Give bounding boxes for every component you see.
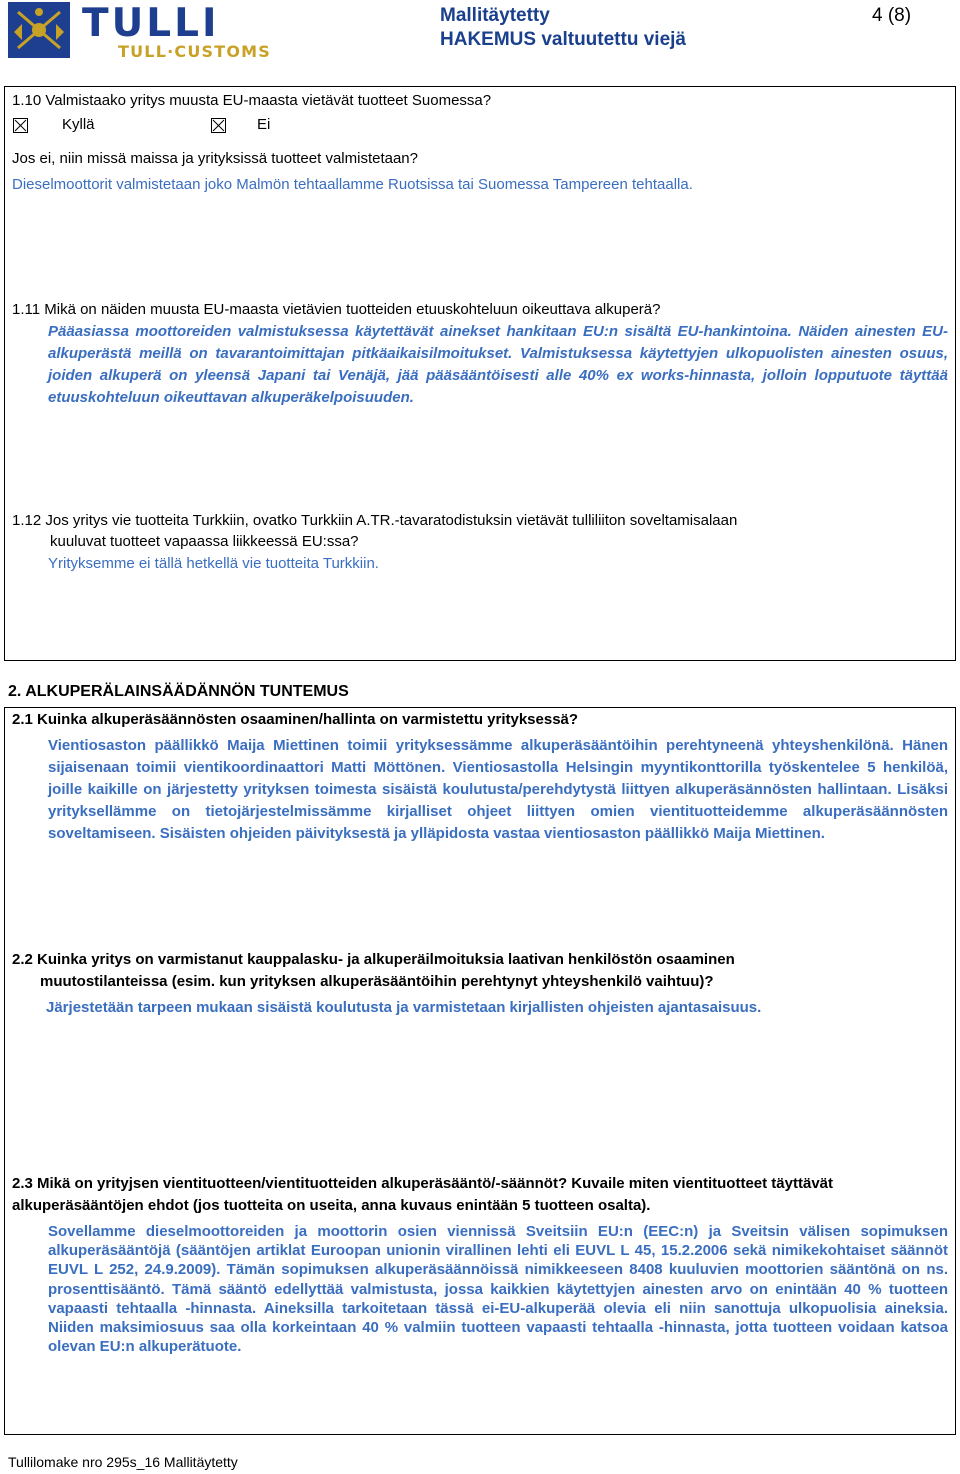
tulli-logo bbox=[8, 1, 298, 61]
q22-question-line1: 2.2 Kuinka yritys on varmistanut kauppalasku- ja alkuperäilmoituksia laativan henkilöstön osaaminen bbox=[12, 951, 735, 968]
q111-answer: Pääasiassa moottoreiden valmistuksessa käytettävät ainekset hankitaan EU:n sisältä EU-hankintoina. Näiden ainesten EU-alkuperästä meillä on tavarantoimittajan pitkäaikaisilmoitukset. Valmistuksessa käytettyjen ulkopuolisten ainesten osuus, joiden alkuperä on yleensä Japani tai Venäjä, jää pääsääntöisesti alle 40% ex works-hinnasta, jolloin lopputuote täyttää etuuskohteluun oikeuttavan alkuperäkelpoisuuden. bbox=[48, 323, 948, 406]
checkbox-yes-label: Kyllä bbox=[62, 116, 95, 133]
q112-question-line1: 1.12 Jos yritys vie tuotteita Turkkiin, ovatko Turkkiin A.TR.-tavaratodistuksin vietävät tulliliiton soveltamisalaan bbox=[12, 512, 738, 529]
customs-emblem-icon bbox=[8, 2, 70, 58]
footer-form-number: Tullilomake nro 295s_16 Mallitäytetty bbox=[8, 1454, 238, 1470]
q21-question: 2.1 Kuinka alkuperäsäännösten osaaminen/hallinta on varmistettu yrityksessä? bbox=[12, 711, 579, 728]
checkbox-no-label: Ei bbox=[257, 116, 271, 133]
checkbox-yes-icon[interactable] bbox=[13, 118, 28, 133]
page-number: 4 (8) bbox=[872, 5, 912, 26]
q23-question: 2.3 Mikä on yrityjsen vientituotteen/vientituotteiden alkuperäsääntö/-säännöt? Kuvaile miten vientituotteet täyttävät alkuperäsääntöjen ehdot (jos tuotteita on useita, anna kuvaus enintään 5 tuotteen osalta). bbox=[12, 1175, 834, 1214]
logo-wordmark: TULLI bbox=[82, 1, 220, 46]
q110-answer: Dieselmoottorit valmistetaan joko Malmön tehtaallamme Ruotsissa tai Suomessa Tampereen tehtaalla. bbox=[12, 176, 693, 193]
section-2-title: 2. ALKUPERÄLAINSÄÄDÄNNÖN TUNTEMUS bbox=[8, 683, 349, 700]
q112-answer: Yrityksemme ei tällä hetkellä vie tuotteita Turkkiin. bbox=[48, 555, 379, 572]
document-subtitle: HAKEMUS valtuutettu viejä bbox=[440, 29, 686, 50]
checkbox-no-icon[interactable] bbox=[211, 118, 226, 133]
q111-question: 1.11 Mikä on näiden muusta EU-maasta vietävien tuotteiden etuuskohteluun oikeuttava alkuperä? bbox=[12, 301, 661, 318]
logo-subtitle: TULL·CUSTOMS bbox=[118, 42, 271, 61]
q21-answer: Vientiosaston päällikkö Maija Miettinen toimii yrityksessämme alkuperäsääntöihin perehtyneenä yhteyshenkilönä. Hänen sijaisenaan toimii vientikoordinaattori Matti Möttönen. Vientiosastolla Helsingin myyntikonttorilla työskentelee 5 henkilöä, joille kaikille on järjestetty yrityksen toimesta sisäistä koulutusta/perehdytystä liittyen alkuperäsännösten hallintaan. Lisäksi yrityksellämme on tietojärjestelmissämme kirjalliset ohjeet liittyen omien vientituotteidemme alkuperäsäännösten soveltamiseen. Sisäisten ohjeiden päivityksestä ja ylläpidosta vastaa vientiosaston päällikkö Maija Miettinen. bbox=[48, 737, 948, 842]
q112-question-line2: kuuluvat tuotteet vapaassa liikkeessä EU:ssa? bbox=[50, 533, 359, 550]
q22-question-line2: muutostilanteissa (esim. kun yrityksen alkuperäsääntöihin perehtynyt yhteyshenkilö vaihtuu)? bbox=[40, 973, 714, 990]
document-title: Mallitäytetty bbox=[440, 5, 550, 26]
q23-answer: Sovellamme dieselmoottoreiden ja moottorin osien viennissä Sveitsiin EU:n (EEC:n) ja Sveitsin välisen sopimuksen alkuperäsääntöjä (sääntöjen artiklat Euroopan unionin virallinen lehti eli EUVL L 45, 15.2.2006 sekä nimikekohtaiset säännöt EUVL L 252, 24.9.2009). Tämän sopimuksen alkuperäsäännöissä nimikkeeseen 8408 kuuluvien moottorien sääntönä on ns. prosenttisääntö. Tämä sääntö edellyttää valmistusta, jossa kaikkien käytettyjen ainesten arvo on enintään 40 % tuotteen vapaasti tehtaalla -hinnasta. Aineksilla tarkoitetaan tässä ei-EU-alkuperää olevia eli niin sanottuja ulkopuolisia aineksia. Niiden maksimiosuus saa olla korkeintaan 40 % valmiin tuotteen vapaasti tehtaalla -hinnasta, jotta tuotteen voidaan katsoa olevan EU:n alkuperätuote. bbox=[48, 1223, 948, 1356]
q110-question: 1.10 Valmistaako yritys muusta EU-maasta vietävät tuotteet Suomessa? bbox=[12, 92, 492, 109]
q22-answer: Järjestetään tarpeen mukaan sisäistä koulutusta ja varmistetaan kirjallisten ohjeisten ajantasaisuus. bbox=[46, 999, 762, 1016]
q110-followup: Jos ei, niin missä maissa ja yrityksissä tuotteet valmistetaan? bbox=[12, 150, 418, 167]
